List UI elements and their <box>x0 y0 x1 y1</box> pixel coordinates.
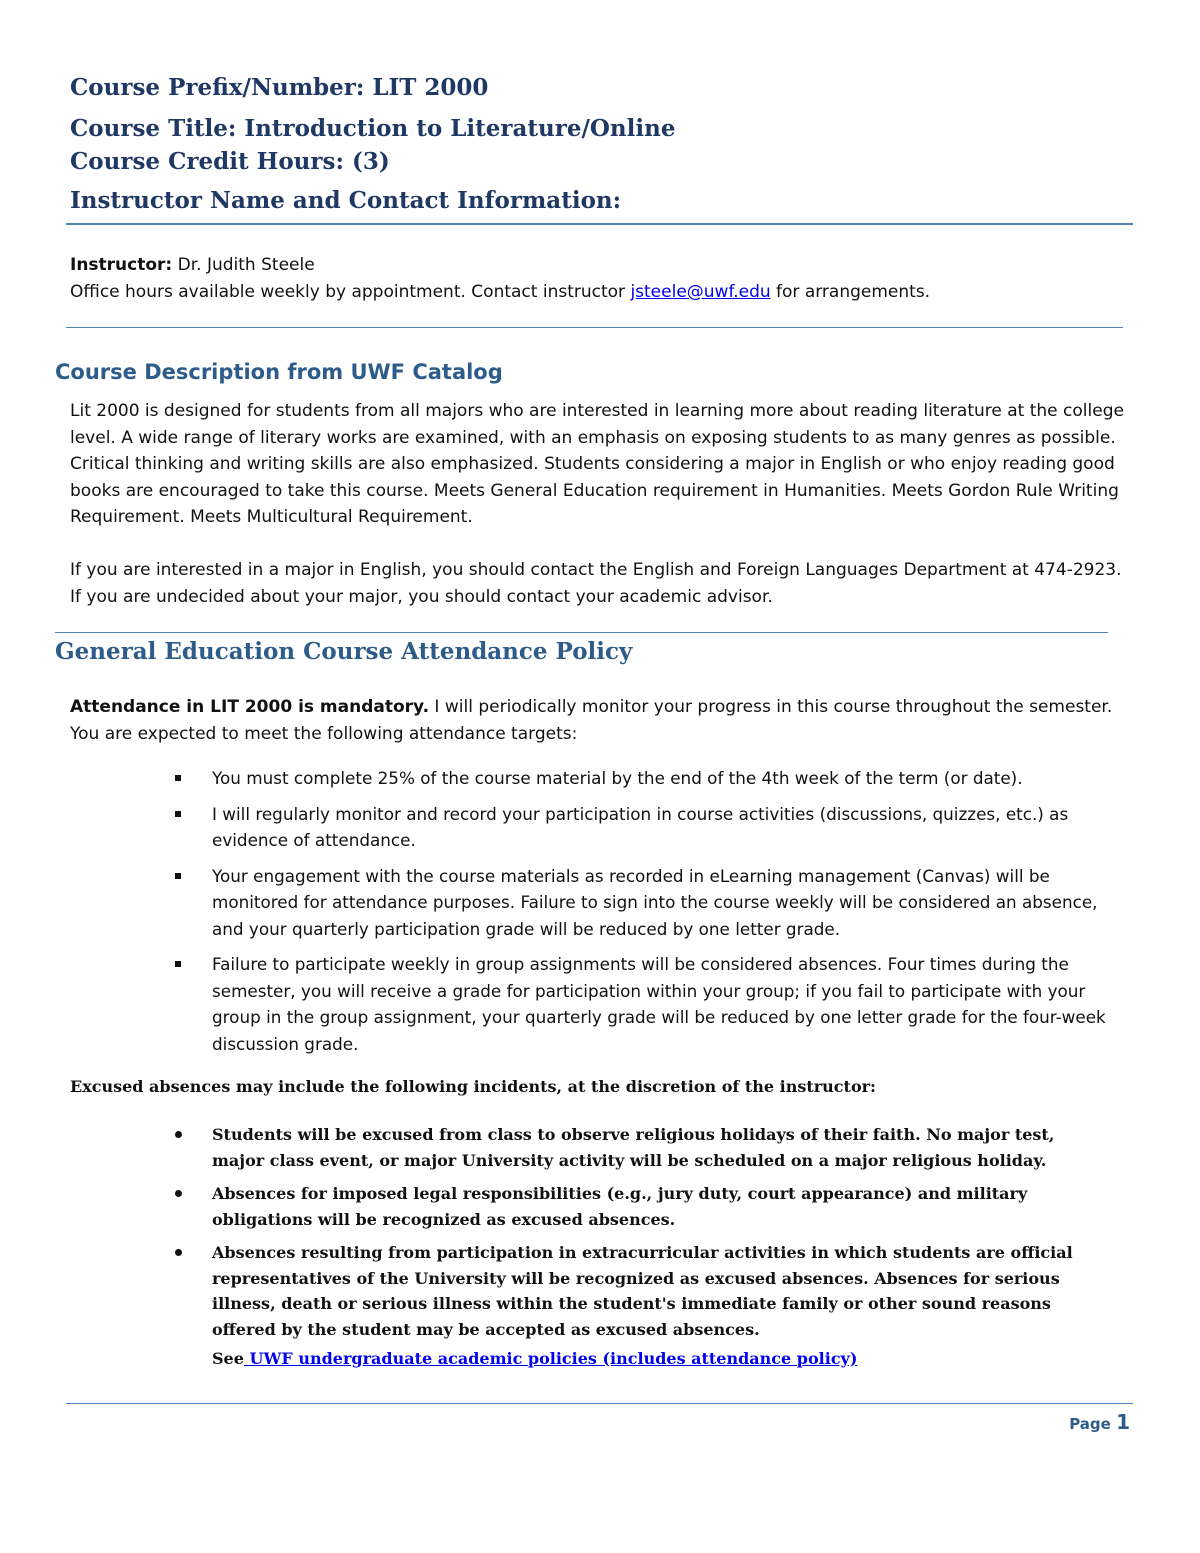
course-credit-hours: Course Credit Hours: (3) <box>70 148 390 175</box>
excused-extracurricular: Absences resulting from participation in extracurricular activities in which students are official representatives of the University will be recognized as excused absences. Absences for serious illness, death or serious illness within the student's immediate family or other sound reasons offered by the student may be accepted as excused absences. <box>212 1243 1073 1339</box>
list-item: You must complete 25% of the course material by the end of the 4th week of the term (or date). <box>175 765 1120 792</box>
instructor-label: Instructor: <box>70 255 173 275</box>
major-contact-paragraph: If you are interested in a major in English, you should contact the English and Foreign Languages Department at 474-2923. If you are undecided about your major, you should contact your academic advisor. <box>70 560 1122 607</box>
page-number <box>1069 1410 1130 1434</box>
list-item: Students will be excused from class to observe religious holidays of their faith. No major test, major class event, or major University activity will be scheduled on a major religious holiday. <box>175 1122 1075 1173</box>
attendance-targets-list <box>175 765 1120 1066</box>
list-item: I will regularly monitor and record your participation in course activities (discussions, quizzes, etc.) as evidence of attendance. <box>175 801 1120 854</box>
page-label: Page <box>1069 1415 1117 1433</box>
header-divider <box>66 223 1133 225</box>
excused-absences-heading: Excused absences may include the following incidents, at the discretion of the instructor: <box>70 1077 876 1096</box>
course-prefix-number: Course Prefix/Number: LIT 2000 <box>70 74 489 101</box>
list-item: Your engagement with the course materials as recorded in eLearning management (Canvas) will be monitored for attendance purposes. Failure to sign into the course weekly will be considered an absence, and your quarterly participation grade will be reduced by one letter grade. <box>175 863 1120 943</box>
office-hours-tail: for arrangements. <box>770 282 931 302</box>
course-description-heading: Course Description from UWF Catalog <box>55 360 503 384</box>
academic-policies-link[interactable]: UWF undergraduate academic policies (includes attendance policy) <box>243 1349 858 1368</box>
instructor-line <box>70 252 315 279</box>
instructor-divider <box>66 327 1123 328</box>
list-item <box>175 1240 1075 1372</box>
description-divider <box>55 632 1108 633</box>
list-item: Absences for imposed legal responsibilities (e.g., jury duty, court appearance) and military obligations will be recognized as excused absences. <box>175 1181 1075 1232</box>
instructor-name: Dr. Judith Steele <box>172 255 315 275</box>
attendance-mandatory: Attendance in LIT 2000 is mandatory. <box>70 697 430 717</box>
footer-divider <box>66 1403 1133 1404</box>
page-number-value: 1 <box>1116 1410 1130 1434</box>
instructor-heading: Instructor Name and Contact Information: <box>70 187 622 214</box>
office-hours-line <box>70 279 930 306</box>
excused-absences-list <box>175 1122 1075 1380</box>
see-prefix: See <box>212 1349 244 1368</box>
list-item: Failure to participate weekly in group assignments will be considered absences. Four times during the semester, you will receive a grade for participation within your group; if you fail to participate with your group in the group assignment, your quarterly grade will be reduced by one letter grade for the four-week discussion grade. <box>175 951 1120 1057</box>
attendance-intro <box>70 694 1130 747</box>
instructor-email-link[interactable]: jsteele@uwf.edu <box>630 282 771 302</box>
see-policies-line <box>212 1346 1075 1372</box>
attendance-policy-heading: General Education Course Attendance Policy <box>55 638 633 665</box>
course-title: Course Title: Introduction to Literature/Online <box>70 115 676 142</box>
attendance-intro-rest: I will periodically monitor your progress in this course throughout the semester. You are expected to meet the following attendance targets: <box>70 697 1113 744</box>
course-description-paragraph: Lit 2000 is designed for students from all majors who are interested in learning more about reading literature at the college level. A wide range of literary works are examined, with an emphasis on exposing students to as many genres as possible. Critical thinking and writing skills are also emphasized. Students considering a major in English or who enjoy reading good books are encouraged to take this course. Meets General Education requirement in Humanities. Meets Gordon Rule Writing Requirement. Meets Multicultural Requirement. <box>70 401 1124 527</box>
office-hours-text: Office hours available weekly by appointment. Contact instructor <box>70 282 631 302</box>
